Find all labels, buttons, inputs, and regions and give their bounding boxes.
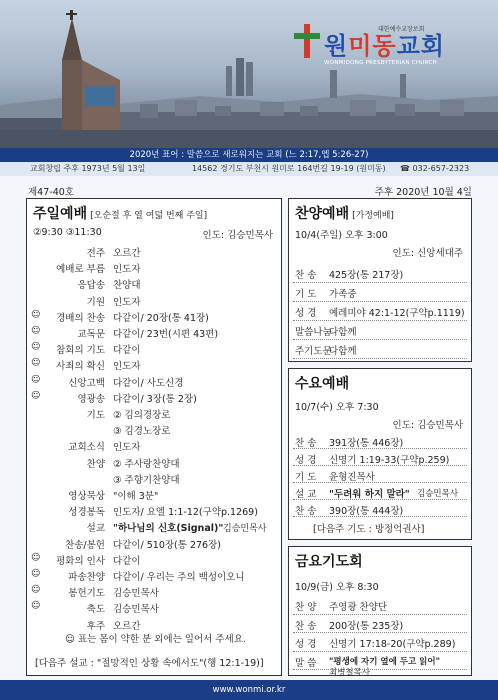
wednesday-title: 수요예배 [295,376,350,392]
stand-mark-icon: ☺ [31,309,41,320]
order-label: 찬 송 [295,270,317,281]
praise-title: 찬양예배 [295,206,350,222]
order-label: 찬양 [86,458,105,470]
order-label: 찬송/봉헌 [65,539,105,551]
order-label: 영광송 [77,393,105,405]
stand-mark-icon: ☺ [31,552,41,563]
order-value: ③ 김경노장로 [113,426,171,438]
order-label: 찬 송 [295,438,317,449]
order-value: 다같이/ 3장(통 2장) [113,393,197,405]
order-label: 봉헌기도 [68,588,105,600]
order-label: 교독문 [77,329,105,340]
order-extra: 김승민목사 [417,489,459,499]
row-divider [293,516,467,517]
order-label: 응답송 [77,280,105,292]
order-label: 말씀나눔 [295,327,332,338]
row-divider [293,339,467,340]
order-label: 영상묵상 [68,491,105,502]
stand-mark-icon: ☺ [31,342,41,353]
sunday-worship-section [26,198,282,676]
order-value: 주영광 찬양단 [329,602,388,613]
order-label: 성 경 [295,455,317,466]
friday-title-row [295,551,363,571]
order-value: 가족중 [329,289,357,300]
order-value: 다같이/ 우리는 주의 백성이오니 [113,572,245,583]
praise-title-row [295,203,394,223]
sunday-title: 주일예배 [33,206,88,222]
church-address: 14562 경기도 부천시 원미로 164번길 19-19 (원미동) [192,164,386,173]
order-value: 다함께 [329,346,357,357]
order-value: 다같이/ 23번(시편 43편) [113,329,219,340]
church-logo [294,24,494,74]
yearly-motto: 2020년 표어 : 말씀으로 새로워지는 교회 (느 2:17,엡 5:26-27) [0,148,498,162]
order-label: 신앙고백 [68,377,105,389]
order-label: 경배의 찬송 [56,312,105,324]
order-label: 교회소식 [68,442,105,454]
order-label: 참회의 기도 [56,345,105,357]
row-divider [293,358,467,359]
order-label: 주기도문 [295,346,332,357]
city-skyline-image [0,0,498,148]
order-value: 찬양대 [113,280,141,292]
order-value: 다같이 [113,555,141,567]
order-label: 말 씀 [295,657,317,669]
stand-mark-icon: ☺ [31,585,41,596]
order-value: 인도자 [113,442,141,454]
row-divider [293,669,467,670]
order-label: 성경봉독 [68,507,105,519]
stand-mark-icon: ☺ [31,601,41,612]
order-label: 파송찬양 [68,572,105,583]
order-label: 성 경 [295,639,317,650]
order-extra: 김승민목사 [223,524,267,535]
order-value: 인도자/ 요엘 1:1-12(구약p.1269) [113,507,258,519]
footer-website[interactable]: www.wonmi.or.kr [0,680,498,700]
order-value: 다같이 [113,345,141,357]
stand-mark-icon: ☺ [31,374,41,385]
friday-prayer-section [288,546,472,676]
church-name-english: WONMIDONG PRESBYTERIAN CHURCH [324,60,437,66]
order-value: 인도자 [113,361,141,373]
next-sermon: [다음주 설교 : "절망적인 상황 속에서도"(행 12:1-19)] [35,658,264,669]
order-label: 평화의 인사 [56,555,105,567]
order-value: "하나님의 신호(Signal)" [113,523,224,535]
order-label: 사죄의 확신 [56,361,105,373]
row-divider [293,448,467,449]
stand-mark-icon: ☺ [31,326,41,336]
order-value-continued: 최병철목사 [329,667,371,678]
sunday-subtitle: [오순절 후 열 여덟 번째 주일] [90,211,208,221]
order-label: 기도 [86,410,105,421]
row-divider [293,499,467,500]
order-value: ② 주사랑찬양대 [113,458,180,470]
wednesday-worship-section [288,368,472,540]
order-label: 찬 양 [295,602,317,613]
church-info-bar [0,162,498,176]
header-banner [0,0,498,148]
church-name: 원미동교회 [324,32,445,60]
order-value: "이해 3분" [113,491,159,502]
order-label: 찬 송 [295,620,317,632]
order-label: 성 경 [295,308,317,319]
order-value: 200장(통 235장) [329,620,404,632]
order-value: 예레미야 42:1-12(구약p.1119) [329,308,465,319]
order-value: 다같이/ 사도신경 [113,377,184,389]
order-label: 기 도 [295,472,317,483]
sunday-title-row [33,203,207,223]
row-divider [293,282,467,283]
stand-mark-icon: ☺ [31,390,41,401]
order-value: 신명기 17:18-20(구약p.289) [329,639,456,650]
order-label: 후주 [86,620,105,632]
order-value: 오르간 [113,248,141,259]
row-divider [293,301,467,302]
row-divider [293,651,467,652]
order-label: 축도 [86,604,105,616]
issue-number: 제47-40호 [28,187,74,198]
stand-mark-icon: ☺ [31,569,41,579]
praise-subtitle: [가정예배] [352,211,394,221]
order-label: 기 도 [295,289,317,300]
order-value: 다함께 [329,327,357,338]
issue-row [28,184,472,196]
order-value: 김승민목사 [113,604,159,616]
order-value: 다같이/ 510장(통 276장) [113,539,221,551]
row-divider [293,614,467,615]
row-divider [293,482,467,483]
order-value: 390장(통 444장) [329,506,404,517]
order-label: 찬 송 [295,506,317,517]
order-value: 김승민목사 [113,588,159,600]
denomination-label: 대한예수교장로회 [378,26,425,33]
issue-date: 주후 2020년 10월 4일 [374,187,472,198]
order-value: 다같이/ 20장(통 41장) [113,312,209,324]
sunday-times: ②9:30 ③11:30 [33,227,102,238]
order-value: 인도자 [113,264,141,276]
praise-worship-section [288,198,472,362]
standing-note: ☺ 표는 몸이 약한 분 외에는 일어서 주세요. [65,634,246,645]
cross-icon [294,24,320,58]
wednesday-time: 10/7(수) 오후 7:30 [295,402,379,413]
row-divider [293,465,467,466]
order-value: 인도자 [113,296,141,308]
wednesday-leader: 인도: 김승민목사 [392,420,463,431]
order-value: "평생에 자기 옆에 두고 읽어" [329,656,441,667]
wednesday-title-row [295,373,349,393]
friday-time: 10/9(금) 오후 8:30 [295,582,379,593]
friday-title: 금요기도회 [295,554,363,570]
order-value: ③ 주향기찬양대 [113,474,180,486]
praise-leader: 인도: 신앙세대주 [392,248,463,259]
founded-date: 교회창립 주후 1973년 5월 13일 [30,164,146,173]
order-label: 설교 [86,523,105,535]
sunday-leader: 인도: 김승민목사 [202,230,273,241]
order-value: 신명기 1:19-33(구약p.259) [329,455,450,466]
row-divider [293,632,467,633]
order-value: "두려워 하지 말라" [329,489,410,500]
order-label: 예배로 부름 [56,264,105,276]
order-value: 오르간 [113,620,141,632]
order-value: 윤형진목사 [329,472,375,483]
church-phone: ☎ 032-657-2323 [400,164,470,173]
order-label: 기원 [86,296,105,308]
stand-mark-icon: ☺ [31,358,41,369]
row-divider [293,320,467,321]
order-label: 전주 [86,248,105,259]
order-value: 425장(통 217장) [329,270,404,281]
order-label: 설 교 [295,489,317,500]
praise-time: 10/4(주일) 오후 3:00 [295,230,388,241]
wednesday-next-prayer: [다음주 기도 : 방정억권사] [313,524,425,535]
order-value: 391장(통 446장) [329,438,404,449]
order-value: ② 김의경장로 [113,410,171,421]
